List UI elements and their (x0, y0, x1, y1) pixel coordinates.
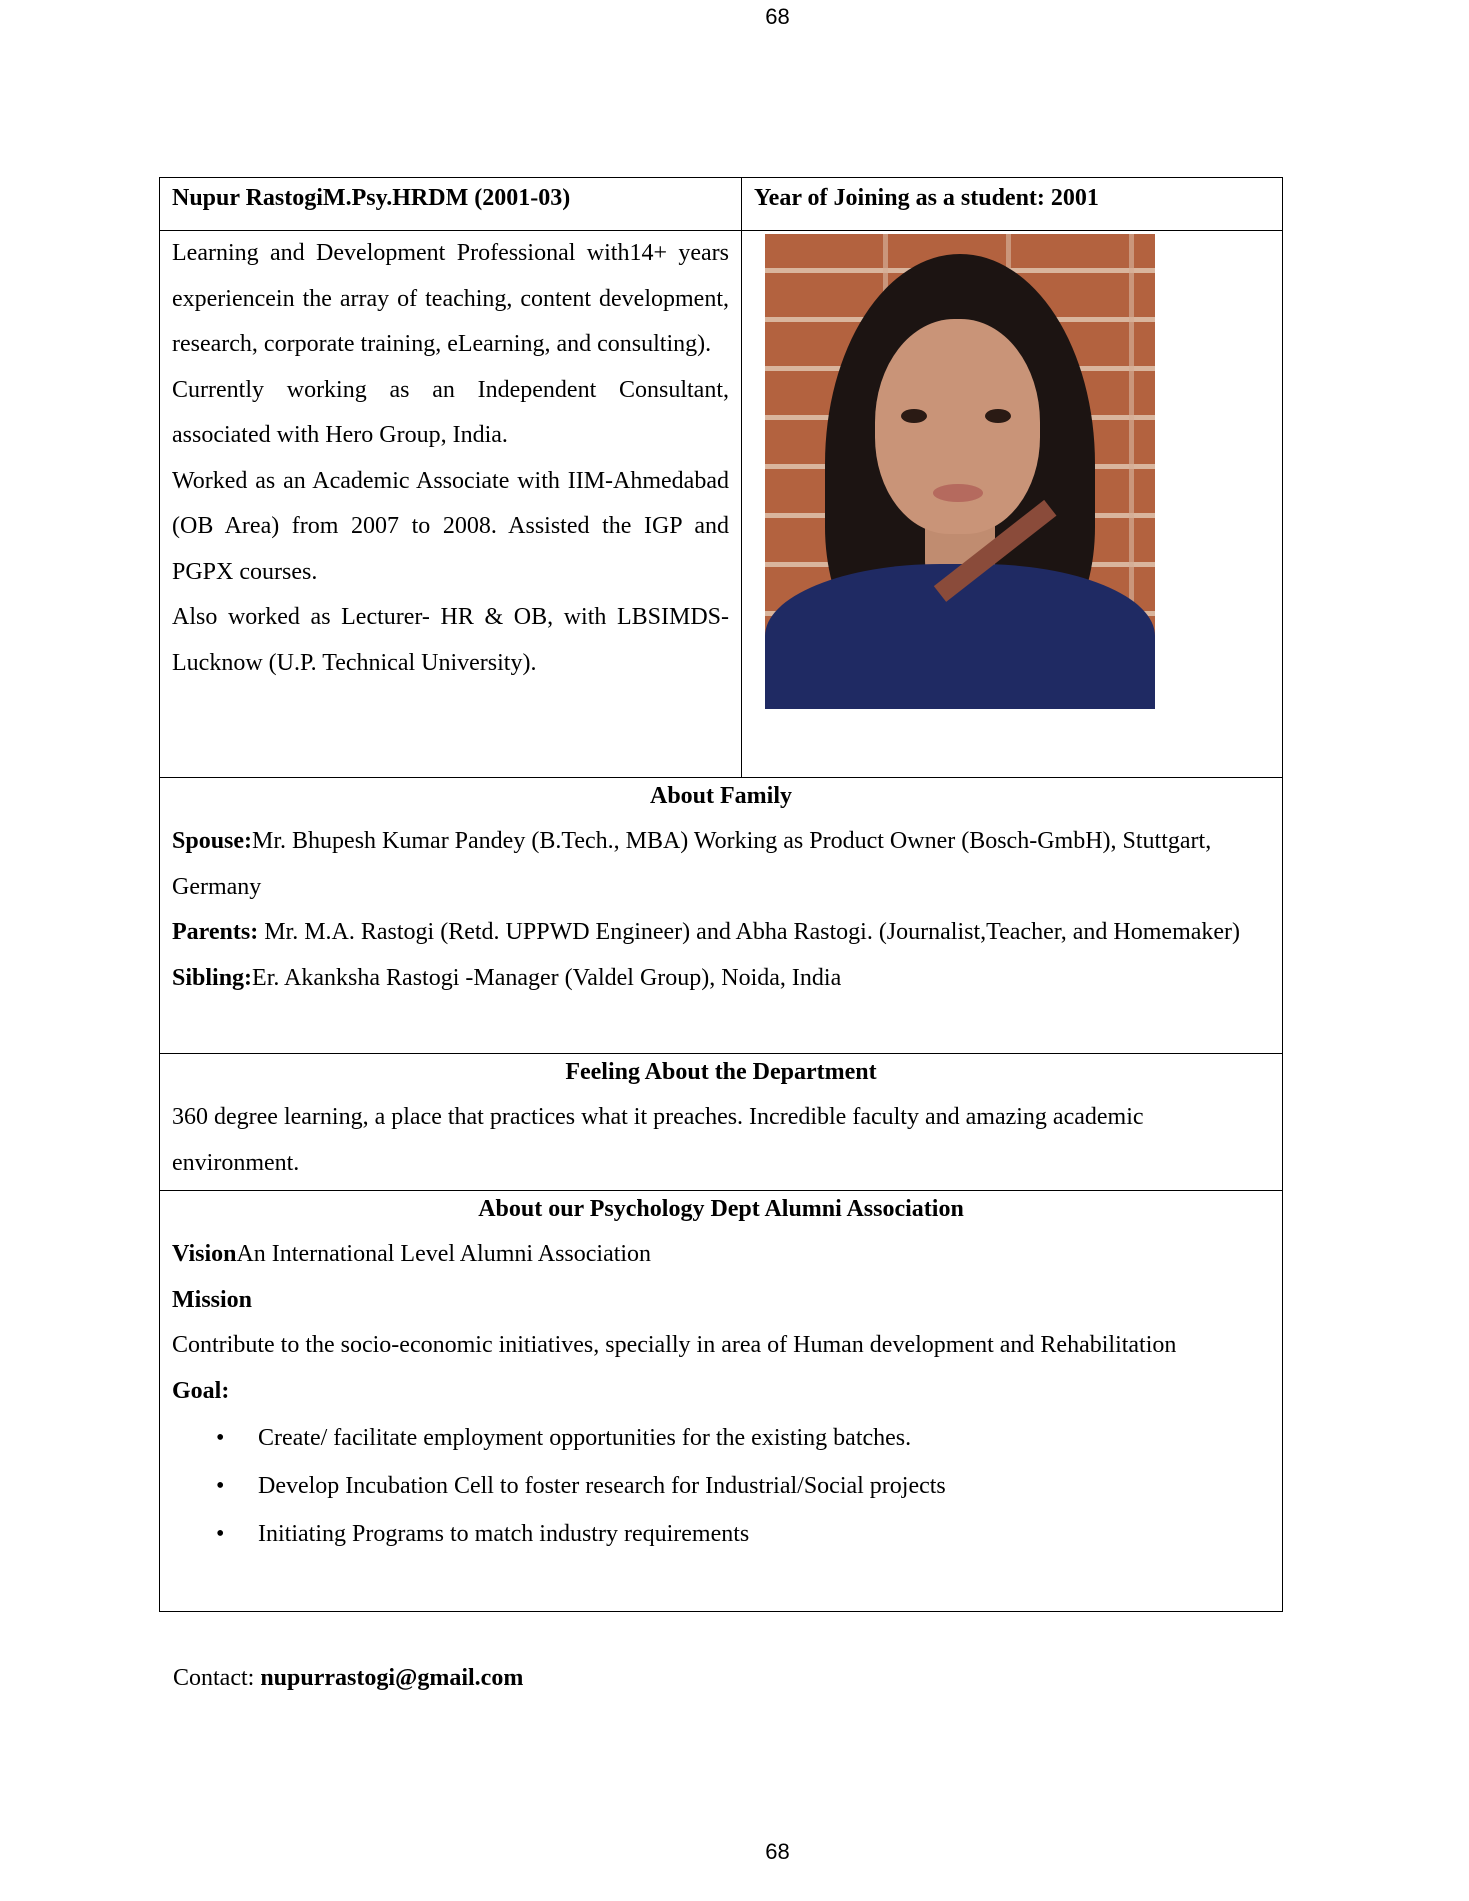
name-program-cell (160, 178, 742, 231)
bio-paragraph: Learning and Development Professional with14+ years experiencein the array of teaching, content development, research, corporate training, eLearning, and consulting). (172, 240, 729, 357)
alumni-name-program: Nupur RastogiM.Psy.HRDM (2001-03) (172, 185, 571, 211)
bio-paragraph: Worked as an Academic Associate with IIM-Ahmedabad (OB Area) from 2007 to 2008. Assisted the IGP and PGPX courses. (172, 467, 729, 585)
goal-item: • Create/ facilitate employment opportunities for the existing batches. (230, 1414, 1270, 1462)
bio-paragraph: Also worked as Lecturer- HR & OB, with LBSIMDS-Lucknow (U.P. Technical University). (172, 604, 729, 676)
vision-label: Vision (172, 1241, 237, 1267)
contact-line (173, 1665, 523, 1692)
bio-cell (160, 231, 742, 778)
sibling-text: Er. Akanksha Rastogi -Manager (Valdel Group), Noida, India (252, 964, 842, 991)
bio-paragraph: Currently working as an Independent Consultant, associated with Hero Group, India. (172, 376, 729, 448)
joining-year-cell (742, 178, 1283, 231)
goal-label: Goal: (172, 1377, 230, 1404)
family-title: About Family (649, 783, 792, 809)
goal-item: • Initiating Programs to match industry requirements (230, 1510, 1270, 1558)
association-title: About our Psychology Dept Alumni Association (478, 1196, 964, 1222)
contact-label: Contact: (173, 1665, 261, 1691)
page-number-top: 68 (765, 4, 790, 29)
goals-list (172, 1414, 1270, 1558)
profile-photo (765, 234, 1155, 709)
sibling-line (172, 956, 1270, 1002)
mission-label-line (172, 1278, 1270, 1324)
association-section (160, 1191, 1283, 1612)
sibling-label: Sibling: (172, 964, 253, 991)
mission-label: Mission (172, 1286, 253, 1313)
feeling-text: 360 degree learning, a place that practices what it preaches. Incredible faculty and amazing academic environment. (172, 1104, 1144, 1176)
parents-text: Mr. M.A. Rastogi (Retd. UPPWD Engineer) and Abha Rastogi. (Journalist,Teacher, and Homemaker) (258, 919, 1241, 945)
spouse-text: Mr. Bhupesh Kumar Pandey (B.Tech., MBA) Working as Product Owner (Bosch-GmbH), Stuttgart, Germany (172, 828, 1212, 900)
page-number-bottom: 68 (765, 1839, 790, 1864)
alumni-profile-table (159, 177, 1283, 1612)
goal-label-line (172, 1369, 1270, 1415)
parents-line (172, 910, 1270, 956)
mission-text: Contribute to the socio-economic initiatives, specially in area of Human development and Rehabilitation (172, 1332, 1177, 1358)
goal-item: • Develop Incubation Cell to foster research for Industrial/Social projects (230, 1462, 1270, 1510)
spouse-label: Spouse: (172, 828, 253, 854)
family-section (160, 778, 1283, 1054)
vision-text: An International Level Alumni Association (236, 1241, 652, 1267)
contact-email[interactable]: nupurrastogi@gmail.com (260, 1665, 524, 1691)
joining-year: Year of Joining as a student: 2001 (754, 185, 1099, 211)
photo-cell (742, 231, 1283, 778)
feeling-section (160, 1054, 1283, 1191)
spouse-line (172, 819, 1270, 910)
parents-label: Parents: (172, 919, 259, 945)
feeling-title: Feeling About the Department (565, 1059, 877, 1085)
vision-line (172, 1232, 1270, 1278)
